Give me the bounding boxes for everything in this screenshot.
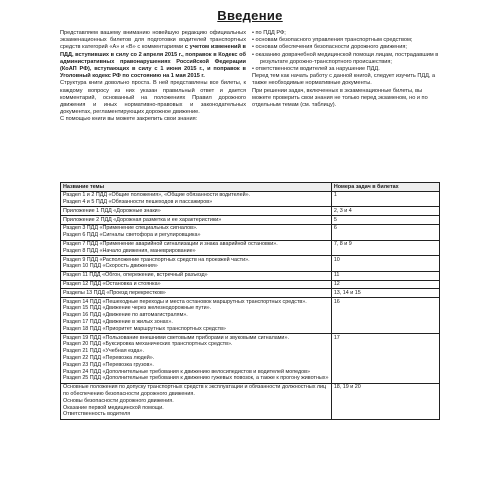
table-row: [61, 256, 440, 272]
task-numbers-cell: 18, 19 и 20: [331, 383, 439, 419]
topic-line: Раздел 17 ПДД «Движение в жилых зонах».: [63, 319, 173, 326]
topic-cell: [61, 271, 332, 280]
task-numbers-cell: 17: [331, 334, 439, 384]
task-numbers-cell: 12: [331, 280, 439, 289]
topic-line: Раздел 20 ПДД «Буксировка механических транспортных средств».: [63, 341, 233, 348]
topic-line: Разделы 13 ПДД «Проезд перекрестков»: [63, 289, 166, 296]
table-row: [61, 191, 440, 207]
table-header-topic: Название темы: [61, 183, 332, 192]
topic-line: Основы безопасности дорожного движения.: [63, 397, 174, 404]
tasks-paragraph: При решении задач, включенных в экзаменационные билеты, вы можете проверить свои знания не только перед экзаменом, но и по отдельным темам (см. таблицу).: [252, 87, 428, 109]
right-column: [252, 30, 440, 109]
table-row: [61, 289, 440, 298]
table-row: [61, 240, 440, 256]
topic-line: Раздел 8 ПДД «Начало движения, маневрирование»: [63, 247, 196, 254]
topic-line: Раздел 22 ПДД «Перевозка людей».: [63, 355, 155, 362]
topic-cell: [61, 256, 332, 272]
topic-line: Раздел 25 ПДД «Дополнительные требования к движению гужевых повозок, а также к прогону животных»: [63, 375, 329, 382]
task-numbers-cell: 6: [331, 224, 439, 240]
topic-line: Ответственность водителя: [63, 411, 131, 418]
table-row: [61, 280, 440, 289]
knowledge-paragraph: С помощью книги вы можете закрепить свои знания:: [60, 116, 198, 123]
topic-cell: [61, 216, 332, 225]
table-row: [61, 224, 440, 240]
topic-cell: [61, 289, 332, 298]
topic-cell: [61, 240, 332, 256]
topic-cell: [61, 224, 332, 240]
table-row: [61, 271, 440, 280]
bullet-item: • основам обеспечения безопасности дорожного движения;: [252, 44, 407, 51]
topic-cell: [61, 280, 332, 289]
table-row: [61, 207, 440, 216]
task-numbers-cell: 5: [331, 216, 439, 225]
topic-line: Основные положения по допуску транспортных средств к эксплуатации и обязанности должностных лиц по обеспечению безопасности дорожного движения.: [63, 384, 327, 398]
table-header-numbers: Номера задач в билетах: [331, 183, 439, 192]
table-row: [61, 334, 440, 384]
task-numbers-cell: 7, 8 и 9: [331, 240, 439, 256]
task-numbers-cell: 2, 3 и 4: [331, 207, 439, 216]
topic-line: Раздел 1 и 2 ПДД «Общие положения», «Общие обязанности водителей».: [63, 192, 251, 199]
topic-line: Раздел 12 ПДД «Остановка и стоянка»: [63, 281, 161, 288]
bullet-item: • оказанию доврачебной медицинской помощи лицам, пострадавшим в результате дорожно-транспортного происшествия;: [252, 51, 439, 65]
task-numbers-cell: 16: [331, 298, 439, 334]
table-row: [61, 298, 440, 334]
topic-cell: [61, 298, 332, 334]
task-numbers-cell: 10: [331, 256, 439, 272]
topic-line: Оказание первой медицинской помощи.: [63, 404, 164, 411]
topic-line: Раздел 19 ПДД «Пользование внешними световыми приборами и звуковыми сигналами».: [63, 334, 289, 341]
topic-line: Приложение 1 ПДД «Дорожные знаки»: [63, 207, 161, 214]
topics-table: [60, 182, 440, 420]
table-row: [61, 216, 440, 225]
topic-line: Раздел 14 ПДД «Пешеходные переходы и места остановок маршрутных транспортных средств».: [63, 298, 307, 305]
task-numbers-cell: 11: [331, 271, 439, 280]
topic-line: Раздел 21 ПДД «Учебная езда».: [63, 348, 145, 355]
topic-cell: [61, 207, 332, 216]
table-row: [61, 383, 440, 419]
topic-line: Приложение 2 ПДД «Дорожная разметка и ее характеристики»: [63, 216, 222, 223]
topic-line: Раздел 7 ПДД «Применение аварийной сигнализации и знака аварийной остановки».: [63, 241, 278, 248]
bullet-item: • ответственности водителей за нарушение ПДД.: [252, 66, 380, 73]
structure-paragraph: Структура книги довольно проста. В ней представлены все билеты, к каждому вопросу из них указан правильный ответ и дается комментарий, основанный на положениях Правил дорожного движения и иных нормативно-правовых и законодательных документах, регламентирующих дорожное движение.: [60, 80, 246, 116]
topic-line: Раздел 4 и 5 ПДД «Обязанности пешеходов и пассажиров»: [63, 199, 213, 206]
topic-cell: [61, 191, 332, 207]
intro-paragraph: Представляем вашему вниманию новейшую редакцию официальных экзаменационных билетов для подготовки водителей транспортных средств категорий «А» и «В» с комментариями с учетом изменений в ПДД, вступивших в силу со 2 апреля 2015 г., поправок в Кодекс об административных правонарушениях Российской Федерации (КоАП РФ), вступающих в силу с 1 июня 2015 г., и поправок в Уголовный кодекс РФ по состоянию на 1 мая 2015 г.: [60, 30, 246, 80]
topic-line: Раздел 24 ПДД «Дополнительные требования к движению велосипедистов и водителей мопедов»: [63, 368, 311, 375]
topic-cell: [61, 383, 332, 419]
topic-line: Раздел 23 ПДД «Перевозка грузов».: [63, 361, 154, 368]
page-title: Введение: [217, 8, 283, 23]
topic-line: Раздел 3 ПДД «Применение специальных сигналов».: [63, 225, 198, 232]
preparation-paragraph: Перед тем как начать работу с данной книгой, следует изучить ПДД, а также необходимые нормативные документы.: [252, 73, 436, 87]
bullet-item: • основам безопасного управления транспортным средством;: [252, 37, 413, 44]
task-numbers-cell: 1: [331, 191, 439, 207]
task-numbers-cell: 13, 14 и 15: [331, 289, 439, 298]
topic-line: Раздел 11 ПДД «Обгон, опережение, встречный разъезд»: [63, 272, 208, 279]
topic-line: Раздел 18 ПДД «Приоритет маршрутных транспортных средств»: [63, 325, 226, 332]
topic-line: Раздел 15 ПДД «Движение через железнодорожные пути».: [63, 305, 212, 312]
topic-line: Раздел 10 ПДД «Скорость движения»: [63, 263, 158, 270]
topic-cell: [61, 334, 332, 384]
topic-line: Раздел 6 ПДД «Сигналы светофора и регулировщика»: [63, 232, 201, 239]
left-column: [60, 30, 246, 124]
topic-line: Раздел 9 ПДД «Расположение транспортных средств на проезжей части».: [63, 256, 250, 263]
topic-line: Раздел 16 ПДД «Движение по автомагистралям».: [63, 312, 188, 319]
bullet-item: • по ПДД РФ;: [252, 30, 286, 36]
